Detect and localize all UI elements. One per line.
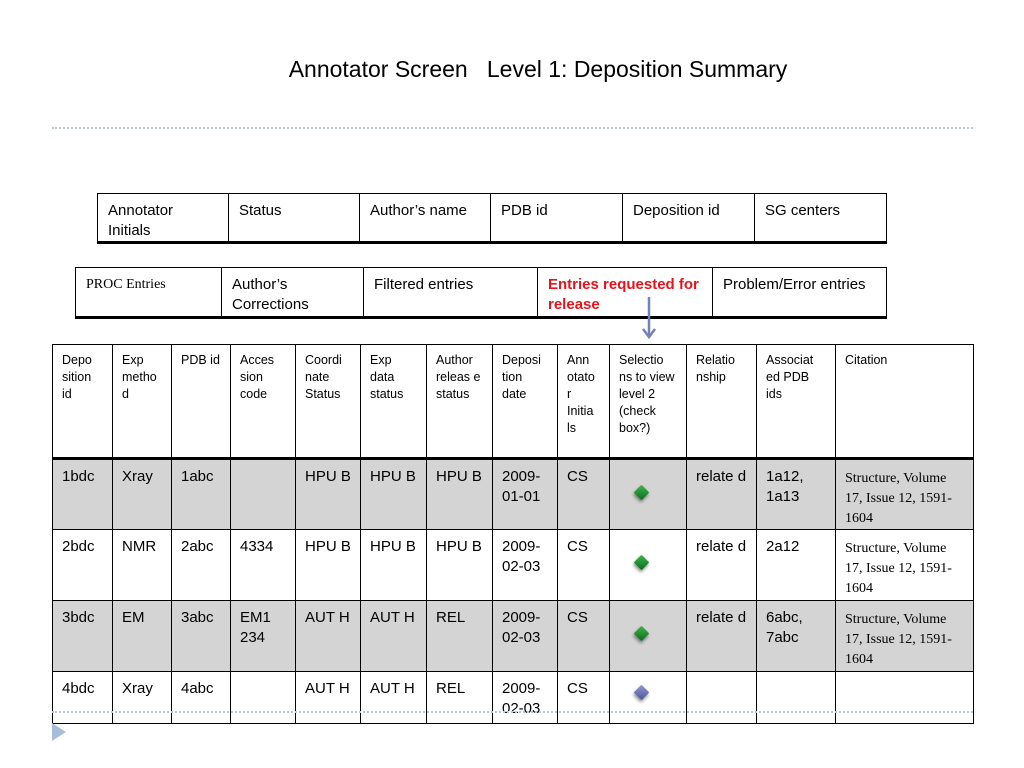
cell-relationship [687,672,757,724]
cell-relationship: relate d [687,601,757,672]
cell-author-release-status: HPU B [427,459,493,530]
table-row[interactable] [53,530,974,601]
cell-accession-code: 4334 [231,530,296,601]
cell-exp-data-status: AUT H [361,601,427,672]
deposition-table [52,344,974,724]
pointer-arrow-icon [639,297,659,343]
cell-pdb-id[interactable]: 4abc [172,672,231,724]
entry-tabs-table [75,267,887,319]
column-header[interactable]: Exp data status [361,345,427,459]
cell-relationship: relate d [687,530,757,601]
cell-exp-method: EM [113,601,172,672]
tab-filtered-entries[interactable]: Filtered entries [364,268,538,318]
cell-exp-data-status: HPU B [361,530,427,601]
column-header[interactable]: PDB id [172,345,231,459]
tab-problem-error-entries[interactable]: Problem/Error entries [713,268,887,318]
cell-coordinate-status: AUT H [296,672,361,724]
cell-deposition-date: 2009- 02-03 [493,530,558,601]
column-header[interactable]: Acces sion code [231,345,296,459]
column-header[interactable]: Ann otato r Initia ls [558,345,610,459]
cell-annotator-initials: CS [558,459,610,530]
cell-coordinate-status: AUT H [296,601,361,672]
table-row[interactable] [53,672,974,724]
tab-proc-entries[interactable]: PROC Entries [76,268,222,318]
triangle-bullet-icon [52,723,66,741]
cell-citation: Structure, Volume 17, Issue 12, 1591-1604 [836,459,974,530]
cell-associated-pdb-ids[interactable]: 2a12 [757,530,836,601]
cell-deposition-date: 2009- 02-03 [493,672,558,724]
cell-associated-pdb-ids[interactable] [757,672,836,724]
column-header[interactable]: Relatio nship [687,345,757,459]
cell-citation [836,672,974,724]
cell-accession-code [231,672,296,724]
cell-exp-data-status: AUT H [361,672,427,724]
column-header[interactable]: Exp metho d [113,345,172,459]
cell-relationship: relate d [687,459,757,530]
cell-selection[interactable] [610,672,687,724]
cell-exp-method: Xray [113,459,172,530]
cell-exp-method: Xray [113,672,172,724]
table-row[interactable] [53,601,974,672]
column-header[interactable]: Coordi nate Status [296,345,361,459]
cell-exp-data-status: HPU B [361,459,427,530]
table-header-row [53,345,974,459]
cell-citation: Structure, Volume 17, Issue 12, 1591-1604 [836,530,974,601]
cell-accession-code [231,459,296,530]
cell-pdb-id[interactable]: 3abc [172,601,231,672]
column-header[interactable]: Author releas e status [427,345,493,459]
column-header[interactable]: Depo sition id [53,345,113,459]
filter-annotator-initials[interactable]: Annotator Initials [98,194,229,243]
cell-author-release-status: HPU B [427,530,493,601]
filter-pdb-id[interactable]: PDB id [491,194,623,243]
filter-authors-name[interactable]: Author’s name [360,194,491,243]
cell-annotator-initials: CS [558,601,610,672]
cell-deposition-date: 2009- 02-03 [493,601,558,672]
unselected-diamond-icon[interactable] [634,685,650,701]
filter-sg-centers[interactable]: SG centers [755,194,887,243]
cell-associated-pdb-ids[interactable]: 6abc, 7abc [757,601,836,672]
cell-annotator-initials: CS [558,672,610,724]
cell-associated-pdb-ids[interactable]: 1a12, 1a13 [757,459,836,530]
cell-selection[interactable] [610,601,687,672]
tab-entries-requested-for-release[interactable]: Entries requested for release [538,268,713,318]
cell-deposition-date: 2009- 01-01 [493,459,558,530]
page-title: Annotator Screen Level 1: Deposition Summary [288,56,788,82]
cell-selection[interactable] [610,530,687,601]
bottom-divider [52,711,973,713]
cell-deposition-id[interactable]: 3bdc [53,601,113,672]
cell-deposition-id[interactable]: 4bdc [53,672,113,724]
cell-pdb-id[interactable]: 2abc [172,530,231,601]
top-divider [52,127,973,129]
cell-author-release-status: REL [427,672,493,724]
table-row[interactable] [53,459,974,530]
cell-deposition-id[interactable]: 1bdc [53,459,113,530]
cell-pdb-id[interactable]: 1abc [172,459,231,530]
selected-diamond-icon[interactable] [634,626,650,642]
cell-coordinate-status: HPU B [296,530,361,601]
filter-deposition-id[interactable]: Deposition id [623,194,755,243]
cell-citation: Structure, Volume 17, Issue 12, 1591-1604 [836,601,974,672]
column-header[interactable]: Citation [836,345,974,459]
cell-accession-code: EM1 234 [231,601,296,672]
selected-diamond-icon[interactable] [634,555,650,571]
column-header[interactable]: Deposi tion date [493,345,558,459]
column-header[interactable]: Selectio ns to view level 2 (check box?) [610,345,687,459]
cell-annotator-initials: CS [558,530,610,601]
tab-authors-corrections[interactable]: Author’s Corrections [222,268,364,318]
cell-deposition-id[interactable]: 2bdc [53,530,113,601]
cell-author-release-status: REL [427,601,493,672]
cell-exp-method: NMR [113,530,172,601]
summary-header-table [97,193,887,244]
cell-selection[interactable] [610,459,687,530]
selected-diamond-icon[interactable] [634,485,650,501]
cell-coordinate-status: HPU B [296,459,361,530]
filter-status[interactable]: Status [229,194,360,243]
column-header[interactable]: Associat ed PDB ids [757,345,836,459]
